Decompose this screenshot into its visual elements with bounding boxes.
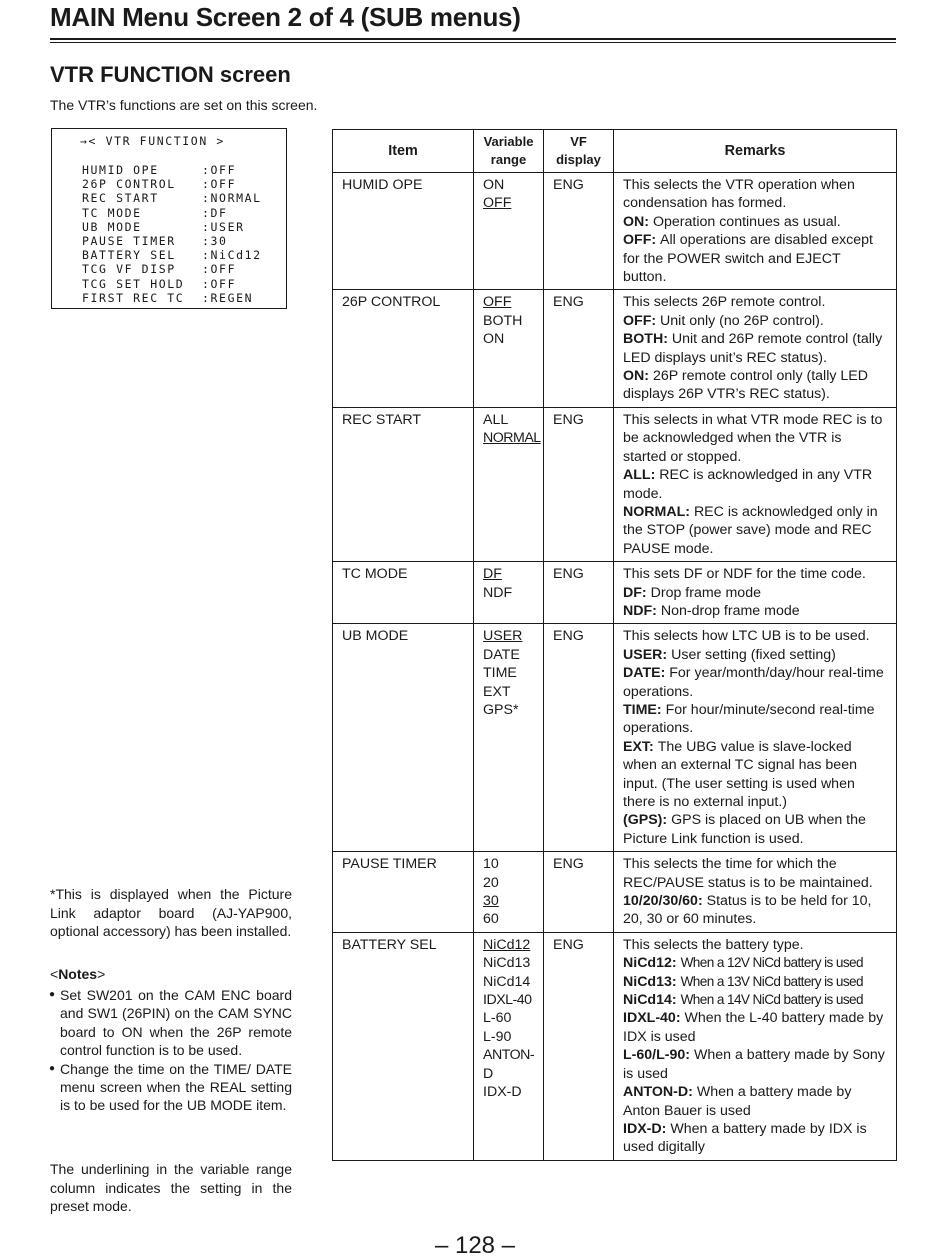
- menu-display-item: REC START: [82, 191, 159, 206]
- default-option: [483, 194, 534, 212]
- remark-line: [623, 954, 887, 972]
- option: [483, 701, 534, 719]
- remark-text: User setting (fixed setting): [671, 646, 836, 663]
- remark-line: [623, 1120, 887, 1157]
- menu-display-value: :USER: [202, 219, 245, 234]
- menu-display-rows: [82, 163, 262, 305]
- menu-display-row: [82, 248, 262, 262]
- remark-key: L-60/L-90:: [623, 1047, 691, 1064]
- remark-line: [623, 1083, 887, 1120]
- default-option: [483, 627, 534, 645]
- section-intro: The VTR’s functions are set on this screen.: [50, 97, 318, 113]
- remark-line: [623, 664, 887, 701]
- menu-display-value: :NiCd12: [202, 248, 262, 263]
- remark-line: [623, 646, 887, 664]
- underline-explanation: The underlining in the variable range column indicates the setting in the preset mode.: [50, 1161, 292, 1215]
- column-header-variable-range: Variable range: [474, 130, 544, 173]
- remark-text: This sets DF or NDF for the time code.: [623, 566, 866, 583]
- menu-display-header: →< VTR FUNCTION >: [80, 134, 225, 148]
- default-option: [483, 293, 534, 311]
- option-text: TIME: [483, 665, 517, 682]
- remark-text: When a 13V NiCd battery is used: [680, 973, 863, 989]
- gps-footnote: *This is displayed when the Picture Link adaptor board (AJ-YAP900, optional accessory) has been installed.: [50, 886, 292, 940]
- remark-line: [623, 312, 887, 330]
- option-text: D: [483, 1065, 493, 1082]
- remark-key: EXT:: [623, 738, 654, 755]
- notes-heading-open: <: [50, 966, 59, 982]
- menu-display-item: BATTERY SEL: [82, 248, 176, 263]
- menu-display-value: :30: [202, 233, 228, 248]
- vtr-function-table: [332, 129, 897, 1161]
- column-header-vf-display: VF display: [544, 130, 614, 173]
- option-text: EXT: [483, 683, 511, 700]
- remark-text: All operations are disabled except for the POWER switch and EJECT button.: [623, 232, 873, 286]
- table-row: [333, 562, 897, 624]
- vf-display-cell: ENG: [544, 932, 614, 1160]
- menu-display-item: TC MODE: [82, 205, 142, 220]
- remark-line: [623, 811, 887, 848]
- remark-key: ALL:: [623, 467, 656, 484]
- menu-display-item: 26P CONTROL: [82, 177, 176, 192]
- variable-range-cell: [474, 562, 544, 624]
- remark-text: For year/month/day/hour real-time operations.: [623, 665, 884, 700]
- option: [483, 646, 534, 664]
- notes-list: [50, 986, 292, 1115]
- menu-display-item: FIRST REC TC: [82, 290, 185, 305]
- option-text: OFF: [483, 195, 512, 212]
- remark-line: [623, 1009, 887, 1046]
- menu-display-item: TCG VF DISP: [82, 262, 176, 277]
- menu-display-item: TCG SET HOLD: [82, 276, 185, 291]
- table-row: [333, 624, 897, 852]
- variable-range-cell: [474, 624, 544, 852]
- remark-text: When a battery made by Anton Bauer is used: [623, 1084, 852, 1119]
- note-item: ● Set SW201 on the CAM ENC board and SW1 (26PIN) on the CAM SYNC board to ON when the 26P remote control function is to be used.: [50, 986, 292, 1060]
- default-option: [483, 892, 534, 910]
- variable-range-cell: [474, 290, 544, 407]
- option-text: DATE: [483, 646, 520, 663]
- option-text: L-90: [483, 1028, 512, 1045]
- remark-key: IDX-D:: [623, 1120, 667, 1137]
- option-text: 10: [483, 856, 499, 873]
- column-header-item: Item: [333, 130, 474, 173]
- section-title: VTR FUNCTION screen: [50, 62, 291, 87]
- option: [483, 855, 534, 873]
- remark-text: 26P remote control only (tally LED displays 26P VTR’s REC status).: [623, 368, 868, 403]
- menu-display-row: [82, 262, 262, 276]
- remark-line: [623, 330, 887, 367]
- option: [483, 411, 534, 429]
- page-title: MAIN Menu Screen 2 of 4 (SUB menus): [50, 2, 521, 32]
- table-row: [333, 852, 897, 933]
- option-text: ON: [483, 331, 505, 348]
- remark-key: USER:: [623, 646, 668, 663]
- remark-line: [623, 411, 887, 466]
- remarks-cell: [614, 407, 897, 561]
- option-text: OFF: [483, 294, 512, 311]
- option: [483, 1046, 534, 1064]
- remark-text: Unit and 26P remote control (tally LED displays unit’s REC status).: [623, 331, 883, 366]
- option: [483, 584, 534, 602]
- option: [483, 664, 534, 682]
- item-cell: HUMID OPE: [333, 173, 474, 290]
- remark-text: This selects the time for which the REC/PAUSE status is to be maintained.: [623, 856, 873, 891]
- remark-text: When a 14V NiCd battery is used: [680, 992, 863, 1008]
- remark-text: Drop frame mode: [650, 584, 761, 601]
- remark-line: [623, 213, 887, 231]
- remark-key: DATE:: [623, 665, 666, 682]
- option: [483, 991, 534, 1009]
- remark-text: When the L-40 battery made by IDX is used: [623, 1010, 884, 1045]
- remark-key: NiCd14:: [623, 992, 677, 1009]
- item-cell: PAUSE TIMER: [333, 852, 474, 933]
- remark-key: DF:: [623, 584, 647, 601]
- remark-key: ON:: [623, 213, 650, 230]
- remark-text: This selects the battery type.: [623, 936, 804, 953]
- option-text: BOTH: [483, 312, 523, 329]
- option-text: 20: [483, 874, 499, 891]
- menu-display-value: :NORMAL: [202, 191, 262, 206]
- vf-display-cell: ENG: [544, 173, 614, 290]
- menu-display-value: :REGEN: [202, 290, 254, 305]
- option-text: USER: [483, 628, 523, 645]
- remark-key: NDF:: [623, 602, 657, 619]
- menu-display-row: [82, 277, 262, 291]
- remarks-cell: [614, 932, 897, 1160]
- option-text: NiCd12: [483, 936, 531, 953]
- remark-line: [623, 936, 887, 954]
- remark-line: [623, 602, 887, 620]
- menu-display-row: [82, 191, 262, 205]
- option: [483, 954, 534, 972]
- table-row: [333, 932, 897, 1160]
- remarks-cell: [614, 290, 897, 407]
- remark-line: [623, 231, 887, 286]
- option-text: ALL: [483, 411, 509, 428]
- menu-display-row: [82, 163, 262, 177]
- variable-range-cell: [474, 852, 544, 933]
- menu-display-value: :OFF: [202, 177, 237, 192]
- remark-line: [623, 892, 887, 929]
- vf-display-cell: ENG: [544, 562, 614, 624]
- option: [483, 874, 534, 892]
- remarks-cell: [614, 624, 897, 852]
- option: [483, 176, 534, 194]
- menu-display-value: :OFF: [202, 262, 237, 277]
- remark-key: 10/20/30/60:: [623, 893, 703, 910]
- menu-display-row: [82, 291, 262, 305]
- option: [483, 683, 534, 701]
- variable-range-cell: [474, 932, 544, 1160]
- option: [483, 1009, 534, 1027]
- remarks-cell: [614, 173, 897, 290]
- variable-range-cell: [474, 407, 544, 561]
- remark-line: [623, 627, 887, 645]
- menu-display-value: :OFF: [202, 163, 237, 177]
- remark-key: ANTON-D:: [623, 1084, 693, 1101]
- remark-text: Status is to be held for 10, 20, 30 or 60 minutes.: [623, 893, 872, 928]
- table-row: [333, 173, 897, 290]
- remark-text: When a battery made by IDX is used digitally: [623, 1120, 867, 1156]
- menu-display-row: [82, 177, 262, 191]
- default-option: [483, 565, 534, 583]
- vf-display-cell: ENG: [544, 290, 614, 407]
- remark-text: The UBG value is slave-locked when an external TC signal has been input. (The user setting is used when there is no external input.): [623, 738, 857, 810]
- option: [483, 910, 534, 928]
- menu-display-row: [82, 206, 262, 220]
- option-text: NDF: [483, 584, 513, 601]
- remark-key: IDXL-40:: [623, 1010, 681, 1027]
- option-text: DF: [483, 566, 502, 583]
- notes-heading-close: >: [97, 966, 106, 982]
- title-rule: [50, 38, 896, 43]
- option-text: 30: [483, 893, 499, 910]
- remark-key: OFF:: [623, 232, 657, 249]
- remark-line: [623, 584, 887, 602]
- option: [483, 330, 534, 348]
- remark-text: REC is acknowledged in any VTR mode.: [623, 467, 873, 502]
- option-text: NiCd14: [483, 973, 531, 990]
- remark-text: GPS is placed on UB when the Picture Link function is used.: [623, 812, 866, 847]
- remark-line: [623, 293, 887, 311]
- table-body: [333, 173, 897, 1161]
- item-cell: UB MODE: [333, 624, 474, 852]
- option-text: GPS*: [483, 701, 519, 718]
- remark-text: When a battery made by Sony is used: [623, 1047, 885, 1082]
- remark-text: Unit only (no 26P control).: [660, 312, 824, 329]
- remark-line: [623, 973, 887, 991]
- remark-text: This selects 26P remote control.: [623, 294, 826, 311]
- menu-display-item: UB MODE: [82, 219, 142, 234]
- remark-line: [623, 503, 887, 558]
- variable-range-cell: [474, 173, 544, 290]
- option-text: IDXL-40: [483, 992, 532, 1009]
- vf-display-cell: ENG: [544, 852, 614, 933]
- remark-line: [623, 367, 887, 404]
- option: [483, 1083, 534, 1101]
- option-text: IDX-D: [483, 1084, 522, 1101]
- remark-key: TIME:: [623, 701, 662, 718]
- remark-text: This selects the VTR operation when condensation has formed.: [623, 177, 855, 212]
- remark-key: ON:: [623, 368, 650, 385]
- remark-line: [623, 176, 887, 213]
- option-text: ANTON-: [483, 1047, 535, 1064]
- item-cell: BATTERY SEL: [333, 932, 474, 1160]
- remark-line: [623, 738, 887, 812]
- option-text: ON: [483, 177, 505, 193]
- remark-key: OFF:: [623, 312, 657, 329]
- option: [483, 973, 534, 991]
- remark-text: This selects how LTC UB is to be used.: [623, 628, 870, 645]
- table-row: [333, 407, 897, 561]
- option-text: NiCd13: [483, 955, 531, 972]
- remark-text: This selects in what VTR mode REC is to be acknowledged when the VTR is started or stopped.: [623, 411, 883, 465]
- default-option: [483, 429, 541, 447]
- notes-heading: [50, 966, 105, 982]
- item-cell: REC START: [333, 407, 474, 561]
- option-text: NORMAL: [483, 430, 541, 447]
- remark-text: For hour/minute/second real-time operations.: [623, 701, 875, 737]
- menu-display-item: HUMID OPE: [82, 163, 159, 177]
- vf-display-cell: ENG: [544, 407, 614, 561]
- remark-key: BOTH:: [623, 331, 668, 348]
- item-cell: TC MODE: [333, 562, 474, 624]
- remark-key: (GPS):: [623, 812, 668, 829]
- remark-key: NiCd12:: [623, 955, 677, 972]
- remark-text: When a 12V NiCd battery is used: [680, 955, 863, 971]
- table-row: [333, 290, 897, 407]
- table-header-row: [333, 130, 897, 173]
- menu-display-row: [82, 234, 262, 248]
- remark-line: [623, 855, 887, 892]
- remark-key: NiCd13:: [623, 973, 677, 990]
- menu-display-value: :DF: [202, 205, 228, 220]
- remark-line: [623, 1046, 887, 1083]
- remarks-cell: [614, 852, 897, 933]
- option: [483, 312, 534, 330]
- menu-display-item: PAUSE TIMER: [82, 233, 176, 248]
- default-option: [483, 936, 534, 954]
- remark-line: [623, 701, 887, 738]
- remark-line: [623, 565, 887, 583]
- menu-display-row: [82, 220, 262, 234]
- remark-line: [623, 991, 887, 1009]
- vtr-function-menu-display: [51, 128, 287, 309]
- remark-text: Non-drop frame mode: [660, 602, 800, 619]
- note-item: ● Change the time on the TIME/ DATE menu screen when the REAL setting is to be used for the UB MODE item.: [50, 1060, 292, 1115]
- option-text: L-60: [483, 1010, 512, 1027]
- column-header-remarks: Remarks: [614, 130, 897, 173]
- remark-text: Operation continues as usual.: [652, 213, 841, 230]
- option-text: 60: [483, 911, 499, 928]
- menu-display-value: :OFF: [202, 276, 237, 291]
- vf-display-cell: ENG: [544, 624, 614, 852]
- remark-key: NORMAL:: [623, 503, 690, 520]
- remark-line: [623, 466, 887, 503]
- option: [483, 1028, 534, 1046]
- page-number: – 128 –: [434, 1232, 516, 1259]
- option: [483, 1065, 534, 1083]
- remark-text: REC is acknowledged only in the STOP (power save) mode and REC PAUSE mode.: [623, 503, 878, 557]
- notes-heading-label: Notes: [58, 966, 98, 982]
- remarks-cell: [614, 562, 897, 624]
- item-cell: 26P CONTROL: [333, 290, 474, 407]
